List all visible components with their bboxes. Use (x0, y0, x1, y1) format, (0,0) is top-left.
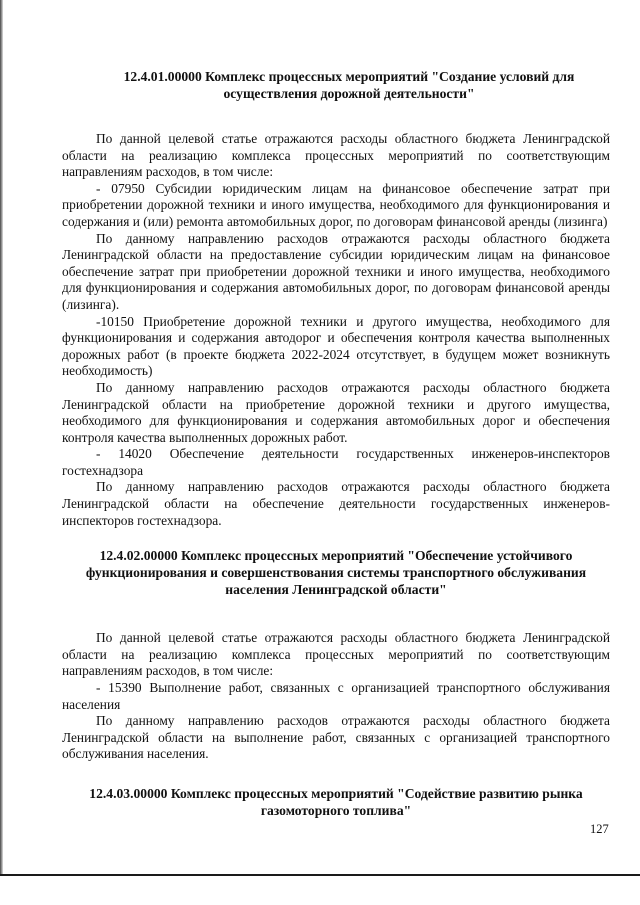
paragraph: По данному направлению расходов отражаются расходы областного бюджета Ленинградской области на предоставление субсидии юридическим лицам на финансовое обеспечение затрат при приобретении дорожной техники и иного имущества, необходимого для функционирования и содержания автомобильных дорог, по договорам финансовой аренды (лизинга). (62, 230, 610, 312)
page-bottom-border (0, 874, 640, 876)
list-item-07950: - 07950 Субсидии юридическим лицам на финансовое обеспечение затрат при приобретении дорожной техники и иного имущества, необходимого для функционирования и содержания и (или) ремонта автомобильных дорог, по договорам финансовой аренды (лизинга) (62, 180, 610, 229)
list-item-15390: - 15390 Выполнение работ, связанных с организацией транспортного обслуживания населения (62, 680, 610, 712)
scan-edge-shadow (0, 0, 3, 876)
paragraph: По данной целевой статье отражаются расходы областного бюджета Ленинградской области на реализацию комплекса процессных мероприятий по соответствующим направлениям расходов, в том числе: (62, 131, 610, 180)
paragraph: По данному направлению расходов отражаются расходы областного бюджета Ленинградской области на обеспечение деятельности государственных инженеров-инспекторов гостехнадзора. (62, 479, 610, 528)
document-page (62, 68, 610, 819)
list-item-10150: -10150 Приобретение дорожной техники и другого имущества, необходимого для функционирования и содержания автодорог и обеспечения контроля качества выполненных дорожных работ (в проекте бюджета 2022-2024 отсутствует, в будущем может возникнуть необходимость) (62, 313, 610, 379)
section-heading-12-4-01: 12.4.01.00000 Комплекс процессных мероприятий "Создание условий для осуществления дорожной деятельности" (123, 69, 575, 101)
paragraph: По данному направлению расходов отражаются расходы областного бюджета Ленинградской области на выполнение работ, связанных с организацией транспортного обслуживания населения. (62, 713, 610, 762)
paragraph: По данному направлению расходов отражаются расходы областного бюджета Ленинградской области на приобретение дорожной техники и другого имущества, необходимого для функционирования и содержания автомобильных дорог и обеспечения контроля качества выполненных дорожных работ. (62, 379, 610, 445)
page-number: 127 (590, 822, 609, 836)
section-heading-12-4-02: 12.4.02.00000 Комплекс процессных мероприятий "Обеспечение устойчивого функционирования и совершенствования системы транспортного обслуживания населения Ленинградской области" (85, 548, 587, 598)
list-item-14020: - 14020 Обеспечение деятельности государственных инженеров-инспекторов гостехнадзора (62, 446, 610, 478)
paragraph: По данной целевой статье отражаются расходы областного бюджета Ленинградской области на реализацию комплекса процессных мероприятий по соответствующим направлениям расходов, в том числе: (62, 630, 610, 679)
section-heading-12-4-03: 12.4.03.00000 Комплекс процессных мероприятий "Содействие развитию рынка газомоторного топлива" (89, 786, 583, 818)
